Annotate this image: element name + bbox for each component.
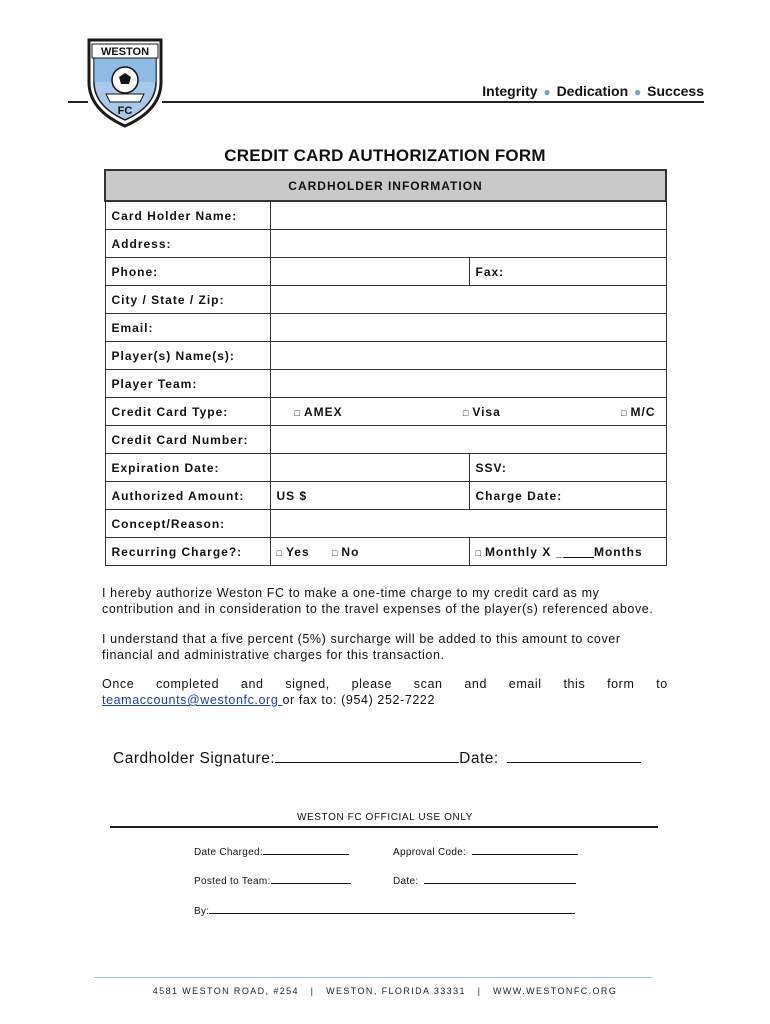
checkbox-icon[interactable]: □ bbox=[276, 547, 283, 558]
header-rule-right bbox=[162, 101, 704, 103]
signature-date-line[interactable] bbox=[507, 750, 641, 763]
date-charged-line[interactable] bbox=[263, 845, 349, 855]
expiration-date-field[interactable] bbox=[270, 454, 469, 482]
credit-card-type-label: Credit Card Type: bbox=[105, 398, 270, 426]
word: and bbox=[464, 677, 488, 691]
word: scan bbox=[413, 677, 443, 691]
checkbox-icon[interactable]: □ bbox=[294, 407, 301, 418]
fax-field[interactable] bbox=[469, 258, 666, 286]
approval-code-line[interactable] bbox=[472, 845, 578, 855]
mc-label: M/C bbox=[630, 404, 656, 419]
mc-option[interactable] bbox=[621, 405, 655, 419]
charge-date-label: Charge Date: bbox=[475, 488, 563, 503]
phone-field[interactable] bbox=[270, 258, 469, 286]
yes-label: Yes bbox=[285, 544, 310, 559]
monthly-label: Monthly X _ bbox=[484, 544, 564, 559]
checkbox-icon[interactable]: □ bbox=[462, 407, 470, 418]
tagline-dedication: Dedication bbox=[556, 83, 629, 99]
monthly-blank: ____ bbox=[563, 544, 594, 559]
tagline-integrity: Integrity bbox=[482, 83, 538, 99]
player-team-label: Player Team: bbox=[105, 370, 270, 398]
no-option[interactable] bbox=[332, 545, 359, 559]
by-row bbox=[194, 904, 575, 917]
yes-option[interactable] bbox=[277, 545, 310, 559]
credit-card-number-field[interactable] bbox=[270, 426, 666, 454]
authorized-amount-field[interactable] bbox=[270, 482, 469, 510]
instructions-paragraph bbox=[102, 676, 668, 708]
logo-bottom-text: FC bbox=[117, 105, 133, 117]
cardholder-information-table bbox=[104, 169, 667, 566]
recurring-charge-label: Recurring Charge?: bbox=[105, 538, 270, 566]
players-names-field[interactable] bbox=[270, 342, 666, 370]
email-link[interactable]: teamaccounts@westonfc.org bbox=[102, 693, 283, 707]
credit-card-type-options bbox=[270, 398, 666, 426]
recurring-yes-no bbox=[270, 538, 469, 566]
date-label: Date: bbox=[459, 750, 499, 767]
expiration-date-label: Expiration Date: bbox=[105, 454, 270, 482]
footer-address: 4581 WESTON ROAD, #254 | WESTON, FLORIDA 33331 | WWW.WESTONFC.ORG bbox=[152, 986, 618, 996]
concept-reason-field[interactable] bbox=[270, 510, 666, 538]
section-header: CARDHOLDER INFORMATION bbox=[105, 170, 666, 201]
word: signed, bbox=[285, 677, 330, 691]
posted-to-team-line[interactable] bbox=[271, 874, 351, 884]
card-holder-name-field[interactable] bbox=[270, 201, 666, 230]
footer-rule bbox=[94, 977, 652, 978]
phone-label: Phone: bbox=[105, 258, 270, 286]
player-team-field[interactable] bbox=[270, 370, 666, 398]
word: email bbox=[508, 677, 542, 691]
charge-date-field[interactable] bbox=[469, 482, 666, 510]
official-date-row bbox=[393, 874, 576, 887]
bullet-icon: ● bbox=[543, 85, 551, 99]
date-charged-label: Date Charged: bbox=[194, 847, 263, 858]
email-field[interactable] bbox=[270, 314, 666, 342]
address-label: Address: bbox=[105, 230, 270, 258]
word: completed bbox=[156, 677, 220, 691]
card-holder-name-label: Card Holder Name: bbox=[105, 201, 270, 230]
amex-option[interactable] bbox=[295, 405, 343, 419]
header-rule-left bbox=[68, 101, 88, 103]
surcharge-paragraph: I understand that a five percent (5%) surcharge will be added to this amount to cover financial and administrative charges for this transaction. bbox=[102, 632, 621, 662]
signature-line[interactable] bbox=[275, 750, 459, 763]
cardholder-signature-label: Cardholder Signature: bbox=[113, 750, 276, 767]
checkbox-icon[interactable]: □ bbox=[621, 407, 628, 418]
official-date-label: Date: bbox=[393, 876, 419, 887]
date-charged-row bbox=[194, 845, 349, 858]
amex-label: AMEX bbox=[303, 404, 343, 419]
fax-text: or fax to: (954) 252-7222 bbox=[282, 693, 436, 707]
tagline bbox=[420, 83, 704, 99]
approval-code-label: Approval Code: bbox=[393, 847, 467, 858]
city-state-zip-field[interactable] bbox=[270, 286, 666, 314]
checkbox-icon[interactable]: □ bbox=[331, 547, 339, 558]
address-field[interactable] bbox=[270, 230, 666, 258]
authorization-paragraph: I hereby authorize Weston FC to make a one-time charge to my credit card as my contribution and in consideration to the travel expenses of the player(s) referenced above. bbox=[102, 586, 654, 616]
by-label: By: bbox=[194, 906, 210, 917]
visa-label: Visa bbox=[472, 404, 501, 419]
official-date-line[interactable] bbox=[424, 874, 576, 884]
no-label: No bbox=[341, 544, 360, 559]
email-label: Email: bbox=[105, 314, 270, 342]
official-use-rule bbox=[110, 826, 658, 828]
word: and bbox=[240, 677, 264, 691]
bullet-icon: ● bbox=[634, 85, 642, 99]
credit-card-number-label: Credit Card Number: bbox=[105, 426, 270, 454]
instructions-line-1 bbox=[102, 676, 668, 692]
months-label: Months bbox=[593, 544, 643, 559]
instructions-line-2 bbox=[102, 692, 668, 708]
form-title: CREDIT CARD AUTHORIZATION FORM bbox=[224, 146, 546, 165]
word: to bbox=[656, 677, 668, 691]
checkbox-icon[interactable]: □ bbox=[475, 547, 482, 558]
players-names-label: Player(s) Name(s): bbox=[105, 342, 270, 370]
ssv-label: SSV: bbox=[475, 460, 507, 475]
word: Once bbox=[102, 677, 135, 691]
currency-label: US $ bbox=[276, 488, 308, 503]
posted-to-team-row bbox=[194, 874, 351, 887]
signature-row bbox=[113, 750, 641, 768]
tagline-success: Success bbox=[647, 83, 704, 99]
word: this bbox=[563, 677, 586, 691]
by-line[interactable] bbox=[209, 904, 575, 914]
monthly-option[interactable] bbox=[469, 538, 666, 566]
posted-to-team-label: Posted to Team: bbox=[194, 876, 271, 887]
official-use-heading: WESTON FC OFFICIAL USE ONLY bbox=[296, 812, 474, 823]
logo-top-text: WESTON bbox=[100, 46, 150, 58]
weston-fc-logo bbox=[86, 36, 164, 128]
fax-label: Fax: bbox=[475, 264, 505, 279]
approval-code-row bbox=[393, 845, 578, 858]
ssv-field[interactable] bbox=[469, 454, 666, 482]
city-state-zip-label: City / State / Zip: bbox=[105, 286, 270, 314]
word: form bbox=[607, 677, 635, 691]
authorized-amount-label: Authorized Amount: bbox=[105, 482, 270, 510]
visa-option[interactable] bbox=[463, 405, 501, 419]
concept-reason-label: Concept/Reason: bbox=[105, 510, 270, 538]
word: please bbox=[351, 677, 393, 691]
